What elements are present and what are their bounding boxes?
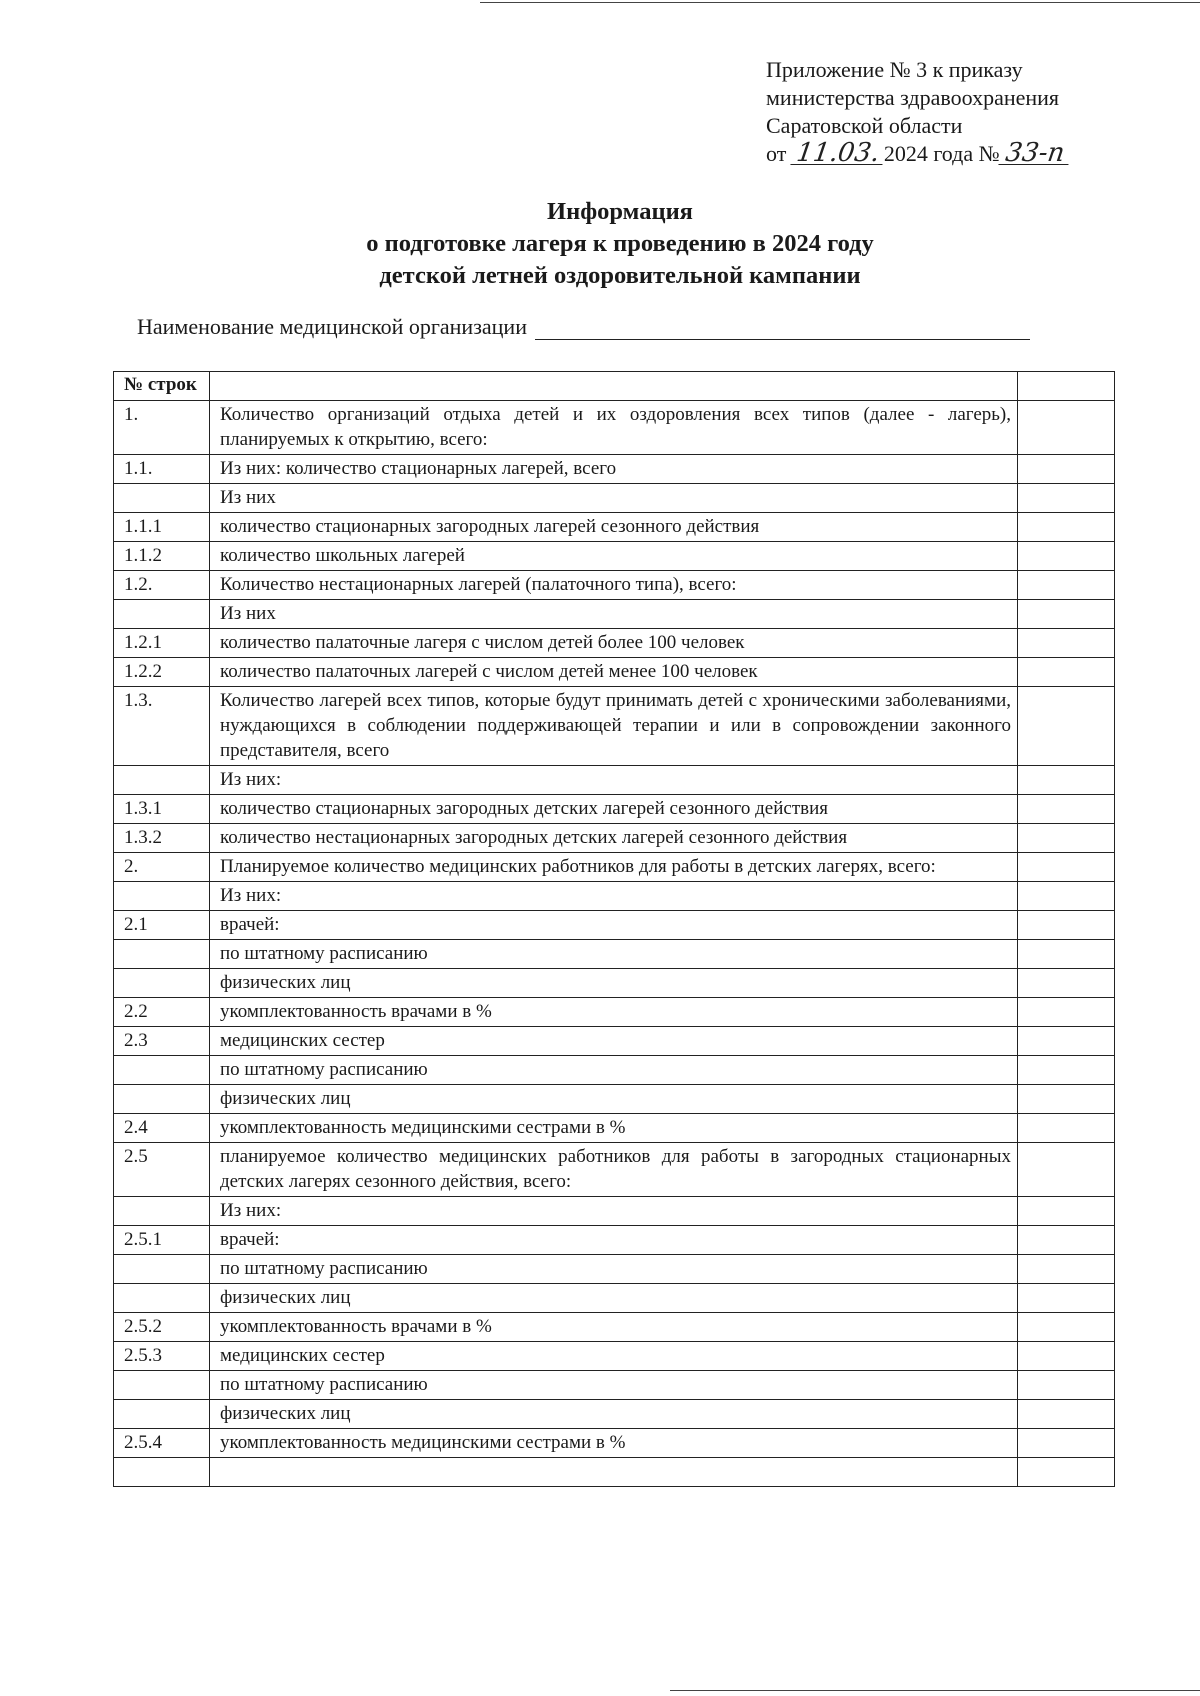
row-number bbox=[114, 1197, 210, 1226]
row-description: укомплектованность врачами в % bbox=[210, 998, 1018, 1027]
row-description: укомплектованность врачами в % bbox=[210, 1313, 1018, 1342]
row-value-cell[interactable] bbox=[1018, 1027, 1115, 1056]
row-description: медицинских сестер bbox=[210, 1027, 1018, 1056]
row-description: Из них: bbox=[210, 882, 1018, 911]
row-value-cell[interactable] bbox=[1018, 455, 1115, 484]
row-description: количество палаточных лагерей с числом детей менее 100 человек bbox=[210, 658, 1018, 687]
row-value-cell[interactable] bbox=[1018, 542, 1115, 571]
row-number: 1.2.2 bbox=[114, 658, 210, 687]
row-number: 1.1. bbox=[114, 455, 210, 484]
table-row bbox=[114, 940, 1115, 969]
table-row bbox=[114, 824, 1115, 853]
row-number: 1.2.1 bbox=[114, 629, 210, 658]
row-description: врачей: bbox=[210, 911, 1018, 940]
row-description: по штатному расписанию bbox=[210, 940, 1018, 969]
row-number: 2.2 bbox=[114, 998, 210, 1027]
table-row bbox=[114, 401, 1115, 455]
row-value-cell[interactable] bbox=[1018, 629, 1115, 658]
row-description: Из них: количество стационарных лагерей, всего bbox=[210, 455, 1018, 484]
row-value-cell[interactable] bbox=[1018, 998, 1115, 1027]
row-value-cell[interactable] bbox=[1018, 484, 1115, 513]
row-value-cell[interactable] bbox=[1018, 853, 1115, 882]
approval-line-1: Приложение № 3 к приказу bbox=[766, 57, 1023, 82]
row-value-cell[interactable] bbox=[1018, 1255, 1115, 1284]
table-row bbox=[114, 969, 1115, 998]
header-value bbox=[1018, 372, 1115, 401]
row-number: 1. bbox=[114, 401, 210, 455]
row-value-cell[interactable] bbox=[1018, 1342, 1115, 1371]
row-value-cell[interactable] bbox=[1018, 766, 1115, 795]
table-row bbox=[114, 1429, 1115, 1458]
row-value-cell[interactable] bbox=[1018, 1458, 1115, 1487]
table-row bbox=[114, 1056, 1115, 1085]
table-row bbox=[114, 600, 1115, 629]
row-value-cell[interactable] bbox=[1018, 1197, 1115, 1226]
table-row bbox=[114, 1226, 1115, 1255]
approval-line-2: министерства здравоохранения bbox=[766, 85, 1060, 110]
row-description: Количество лагерей всех типов, которые будут принимать детей с хроническими заболеваниями, нуждающихся в соблюдении поддерживающей терапии и или в сопровождении законного представителя, всего bbox=[210, 687, 1018, 766]
row-description bbox=[210, 1458, 1018, 1487]
row-value-cell[interactable] bbox=[1018, 1313, 1115, 1342]
row-description: по штатному расписанию bbox=[210, 1371, 1018, 1400]
row-description: Из них: bbox=[210, 1197, 1018, 1226]
table-header-row bbox=[114, 372, 1115, 401]
table-row bbox=[114, 455, 1115, 484]
row-number bbox=[114, 484, 210, 513]
year-label: 2024 года № bbox=[883, 141, 1000, 166]
row-value-cell[interactable] bbox=[1018, 969, 1115, 998]
row-value-cell[interactable] bbox=[1018, 658, 1115, 687]
organization-name-label: Наименование медицинской организации bbox=[137, 314, 527, 339]
table-row bbox=[114, 795, 1115, 824]
row-description: количество палаточные лагеря с числом детей более 100 человек bbox=[210, 629, 1018, 658]
header-row-number: № строк bbox=[114, 372, 210, 401]
handwritten-order-number: 33-п bbox=[998, 142, 1071, 165]
row-description: укомплектованность медицинскими сестрами в % bbox=[210, 1429, 1018, 1458]
row-description: по штатному расписанию bbox=[210, 1255, 1018, 1284]
row-value-cell[interactable] bbox=[1018, 1143, 1115, 1197]
row-description: медицинских сестер bbox=[210, 1342, 1018, 1371]
scan-edge-bottom bbox=[670, 1690, 1200, 1691]
row-number: 2.5.2 bbox=[114, 1313, 210, 1342]
row-value-cell[interactable] bbox=[1018, 401, 1115, 455]
row-number bbox=[114, 1400, 210, 1429]
row-description: по штатному расписанию bbox=[210, 1056, 1018, 1085]
row-description: укомплектованность медицинскими сестрами в % bbox=[210, 1114, 1018, 1143]
document-title bbox=[200, 196, 1040, 292]
row-value-cell[interactable] bbox=[1018, 824, 1115, 853]
table-row bbox=[114, 998, 1115, 1027]
title-line-2: о подготовке лагеря к проведению в 2024 году bbox=[366, 230, 874, 257]
table-row bbox=[114, 1197, 1115, 1226]
table-row bbox=[114, 658, 1115, 687]
row-value-cell[interactable] bbox=[1018, 882, 1115, 911]
row-number: 2.1 bbox=[114, 911, 210, 940]
scan-edge-top bbox=[480, 2, 1200, 3]
row-number: 2.5.1 bbox=[114, 1226, 210, 1255]
row-description: планируемое количество медицинских работников для работы в загородных стационарных детских лагерях сезонного действия, всего: bbox=[210, 1143, 1018, 1197]
table-row bbox=[114, 542, 1115, 571]
row-value-cell[interactable] bbox=[1018, 1056, 1115, 1085]
row-number bbox=[114, 600, 210, 629]
row-number: 2. bbox=[114, 853, 210, 882]
table-row bbox=[114, 1313, 1115, 1342]
row-description: Количество нестационарных лагерей (палаточного типа), всего: bbox=[210, 571, 1018, 600]
row-number bbox=[114, 1056, 210, 1085]
row-description: количество нестационарных загородных детских лагерей сезонного действия bbox=[210, 824, 1018, 853]
organization-name-line bbox=[137, 314, 1067, 340]
table-row bbox=[114, 1085, 1115, 1114]
row-number: 1.1.1 bbox=[114, 513, 210, 542]
row-description: врачей: bbox=[210, 1226, 1018, 1255]
row-number bbox=[114, 1255, 210, 1284]
handwritten-date: 11.03. bbox=[790, 142, 885, 165]
row-number: 2.4 bbox=[114, 1114, 210, 1143]
row-value-cell[interactable] bbox=[1018, 1226, 1115, 1255]
row-value-cell[interactable] bbox=[1018, 1114, 1115, 1143]
table-row bbox=[114, 571, 1115, 600]
row-number: 1.1.2 bbox=[114, 542, 210, 571]
title-line-1: Информация bbox=[547, 198, 693, 225]
row-description: количество стационарных загородных детских лагерей сезонного действия bbox=[210, 795, 1018, 824]
row-number: 2.5 bbox=[114, 1143, 210, 1197]
row-number bbox=[114, 1371, 210, 1400]
row-value-cell[interactable] bbox=[1018, 795, 1115, 824]
table-row bbox=[114, 1342, 1115, 1371]
row-number bbox=[114, 882, 210, 911]
row-value-cell[interactable] bbox=[1018, 1085, 1115, 1114]
row-description: Планируемое количество медицинских работников для работы в детских лагерях, всего: bbox=[210, 853, 1018, 882]
row-description: количество школьных лагерей bbox=[210, 542, 1018, 571]
table-row bbox=[114, 1114, 1115, 1143]
table-row bbox=[114, 629, 1115, 658]
table-row bbox=[114, 687, 1115, 766]
table-row bbox=[114, 882, 1115, 911]
table-row bbox=[114, 1143, 1115, 1197]
organization-name-field[interactable] bbox=[535, 317, 1030, 340]
row-value-cell[interactable] bbox=[1018, 1371, 1115, 1400]
row-value-cell[interactable] bbox=[1018, 1284, 1115, 1313]
row-value-cell[interactable] bbox=[1018, 687, 1115, 766]
title-line-3: детской летней оздоровительной кампании bbox=[379, 262, 861, 289]
row-description: физических лиц bbox=[210, 1400, 1018, 1429]
row-value-cell[interactable] bbox=[1018, 513, 1115, 542]
row-number: 1.2. bbox=[114, 571, 210, 600]
row-description: физических лиц bbox=[210, 1284, 1018, 1313]
row-number bbox=[114, 1284, 210, 1313]
row-value-cell[interactable] bbox=[1018, 1429, 1115, 1458]
report-table bbox=[113, 371, 1115, 1487]
row-number: 2.3 bbox=[114, 1027, 210, 1056]
row-number: 1.3.2 bbox=[114, 824, 210, 853]
table-row bbox=[114, 1371, 1115, 1400]
table-row bbox=[114, 1027, 1115, 1056]
row-value-cell[interactable] bbox=[1018, 940, 1115, 969]
table-row bbox=[114, 766, 1115, 795]
row-description: Количество организаций отдыха детей и их оздоровления всех типов (далее - лагерь), планируемых к открытию, всего: bbox=[210, 401, 1018, 455]
table-row bbox=[114, 1255, 1115, 1284]
header-description bbox=[210, 372, 1018, 401]
from-label: от bbox=[766, 141, 787, 166]
approval-line-3: Саратовской области bbox=[766, 113, 963, 138]
table-row bbox=[114, 1458, 1115, 1487]
row-value-cell[interactable] bbox=[1018, 600, 1115, 629]
table-row bbox=[114, 1400, 1115, 1429]
row-number bbox=[114, 766, 210, 795]
row-description: физических лиц bbox=[210, 1085, 1018, 1114]
table-row bbox=[114, 513, 1115, 542]
row-value-cell[interactable] bbox=[1018, 571, 1115, 600]
row-number bbox=[114, 1085, 210, 1114]
row-value-cell[interactable] bbox=[1018, 911, 1115, 940]
table-row bbox=[114, 853, 1115, 882]
row-number: 2.5.4 bbox=[114, 1429, 210, 1458]
row-number bbox=[114, 969, 210, 998]
row-value-cell[interactable] bbox=[1018, 1400, 1115, 1429]
row-description: количество стационарных загородных лагерей сезонного действия bbox=[210, 513, 1018, 542]
table-row bbox=[114, 484, 1115, 513]
approval-stamp bbox=[766, 56, 1186, 168]
table-row bbox=[114, 1284, 1115, 1313]
row-description: Из них bbox=[210, 600, 1018, 629]
table-row bbox=[114, 911, 1115, 940]
row-number bbox=[114, 940, 210, 969]
row-number: 1.3.1 bbox=[114, 795, 210, 824]
report-table-body bbox=[114, 372, 1115, 1487]
row-number bbox=[114, 1458, 210, 1487]
row-description: Из них: bbox=[210, 766, 1018, 795]
approval-line-4 bbox=[766, 140, 1186, 168]
row-description: Из них bbox=[210, 484, 1018, 513]
row-description: физических лиц bbox=[210, 969, 1018, 998]
row-number: 1.3. bbox=[114, 687, 210, 766]
row-number: 2.5.3 bbox=[114, 1342, 210, 1371]
